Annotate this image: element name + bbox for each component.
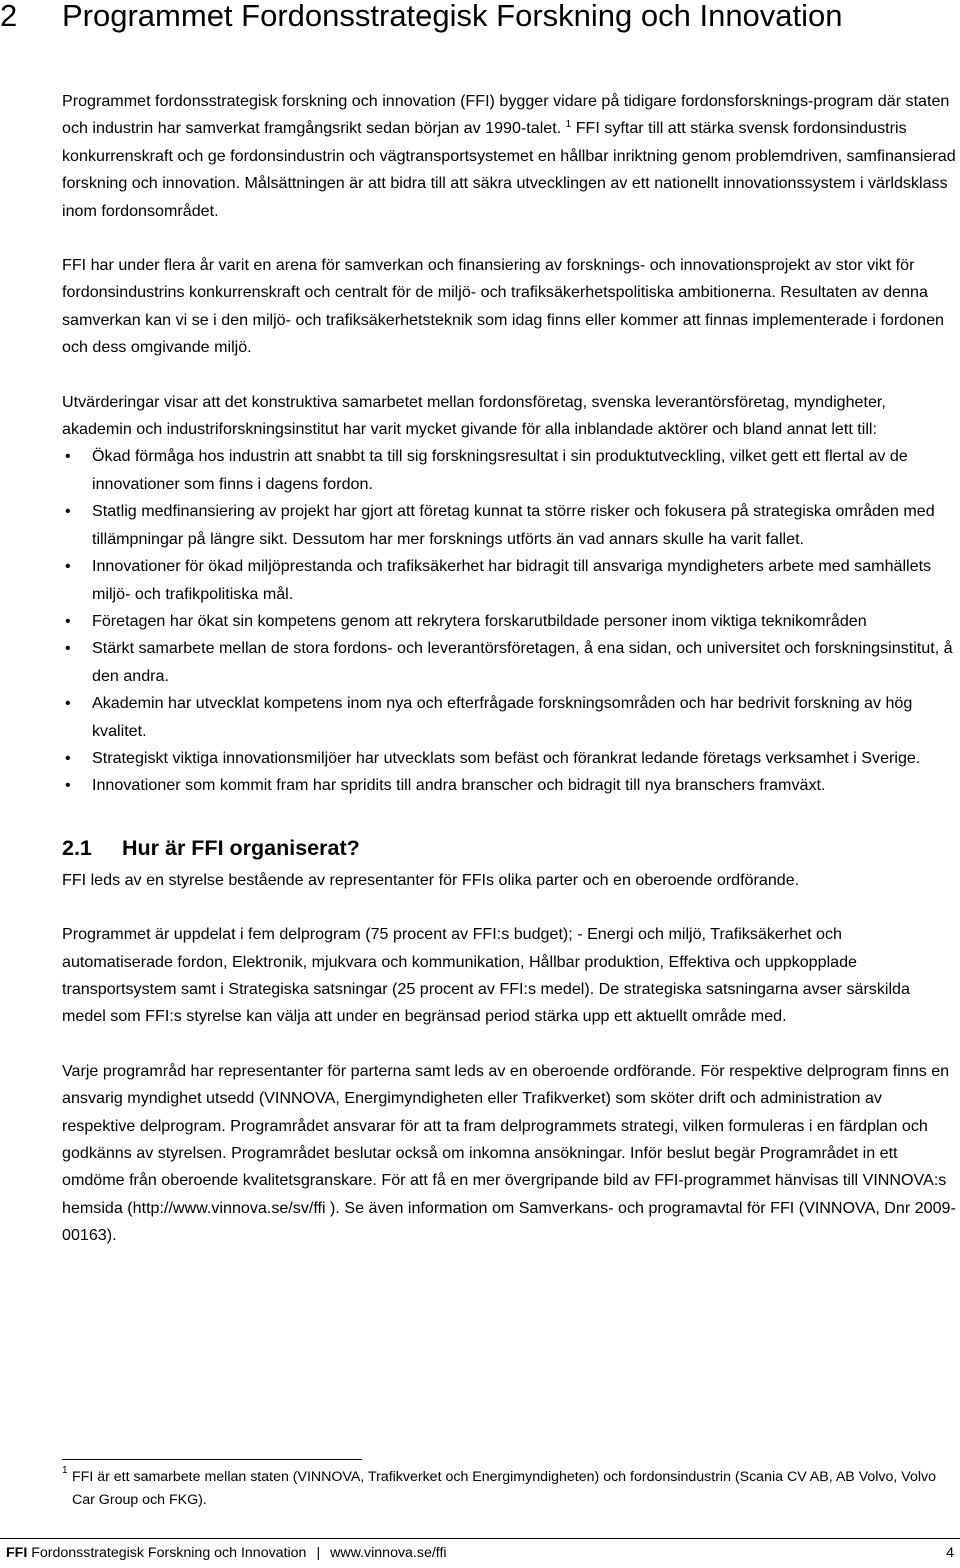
footer-separator: |	[316, 1545, 321, 1561]
intro-paragraph-1-text-a: Programmet fordonsstrategisk forskning och innovation (FFI) bygger vidare på tidigare fordonsforsknings-program där staten och industrin har samverkat framgångsrikt sedan början av 1990-talet.	[62, 92, 950, 138]
list-item	[62, 608, 957, 635]
page-number: 4	[946, 1545, 954, 1561]
section-number: 2.1	[62, 835, 92, 860]
bullet-icon: •	[65, 695, 71, 713]
main-content	[62, 88, 957, 1250]
list-item-text: Innovationer som kommit fram har spridits till andra branscher och bidragit till nya branschers framväxt.	[92, 776, 826, 795]
footnote-text: FFI är ett samarbete mellan staten (VINNOVA, Trafikverket och Energimyndigheten) och fordonsindustrin (Scania CV AB, AB Volvo, Volvo Car Group och FKG).	[72, 1469, 936, 1508]
list-item	[62, 443, 957, 498]
intro-paragraph-3: Utvärderingar visar att det konstruktiva samarbetet mellan fordonsföretag, svenska leverantörsföretag, myndigheter, akademin och industriforskningsinstitut har varit mycket givande för alla inblandade aktörer och bland annat lett till:	[62, 392, 886, 439]
section-paragraph-2: Programmet är uppdelat i fem delprogram (75 procent av FFI:s budget); - Energi och miljö, Trafiksäkerhet och automatiserade fordon, Elektronik, mjukvara och kommunikation, Hållbar produktion, Effektiva och uppkopplade transportsystem samt i Strategiska satsningar (25 procent av FFI:s medel). De strategiska satsningarna avser särskilda medel som FFI:s styrelse kan välja att under en begränsad period stärka upp ett aktuellt område med.	[62, 925, 910, 1026]
intro-paragraph-2: FFI har under flera år varit en arena för samverkan och finansiering av forsknings- och innovationsprojekt av stor vikt för fordonsindustrins konkurrenskraft och centralt för de miljö- och trafiksäkerhetspolitiska ambitionerna. Resultaten av denna samverkan kan vi se i den miljö- och trafiksäkerhetsteknik som idag finns eller kommer att finnas implementerade i fordonen och dess omgivande miljö.	[62, 256, 944, 357]
list-item-text: Ökad förmåga hos industrin att snabbt ta till sig forskningsresultat i sin produktutveckling, vilket gett ett flertal av de innovationer som finns i dagens fordon.	[92, 447, 908, 493]
outcomes-list	[62, 443, 957, 799]
bullet-icon: •	[65, 448, 71, 466]
list-item-text: Företagen har ökat sin kompetens genom att rekrytera forskarutbildade personer inom viktiga teknikområden	[92, 611, 867, 630]
footer-brand: FFI	[6, 1545, 28, 1561]
list-item	[62, 553, 957, 608]
section-title: Hur är FFI organiserat?	[122, 835, 360, 860]
footnote-divider	[62, 1459, 362, 1460]
footer-url[interactable]: www.vinnova.se/ffi	[330, 1545, 447, 1561]
list-item	[62, 635, 957, 690]
bullet-icon: •	[65, 749, 71, 767]
section-heading	[62, 833, 957, 863]
footnote-mark: 1	[62, 1465, 68, 1476]
page-footer	[6, 1542, 954, 1566]
footer-title: Fordonsstrategisk Forskning och Innovation	[27, 1545, 307, 1561]
bullet-icon: •	[65, 612, 71, 630]
footnote	[62, 1466, 952, 1512]
list-item-text: Strategiskt viktiga innovationsmiljöer har utvecklats som befäst och förankrat ledande företags verksamhet i Sverige.	[92, 748, 921, 767]
bullet-icon: •	[65, 777, 71, 795]
chapter-number: 2	[0, 0, 18, 33]
section-paragraph-1: FFI leds av en styrelse bestående av representanter för FFIs olika parter och en oberoende ordförande.	[62, 870, 800, 889]
list-item	[62, 745, 957, 772]
list-item-text: Innovationer för ökad miljöprestanda och trafiksäkerhet har bidragit till ansvariga myndigheters arbete med samhällets miljö- och trafikpolitiska mål.	[92, 557, 932, 603]
list-item	[62, 498, 957, 553]
section-paragraph-3: Varje programråd har representanter för parterna samt leds av en oberoende ordförande. För respektive delprogram finns en ansvarig myndighet utsedd (VINNOVA, Energimyndigheten eller Trafikverket) som sköter drift och administration av respektive delprogram. Programrådet ansvarar för att ta fram delprogrammets strategi, vilken formuleras i en färdplan och godkänns av styrelsen. Programrådet beslutar också om inkomna ansökningar. Inför beslut begär Programrådet in ett omdöme från oberoende kvalitetsgranskare. För att få en mer övergripande bild av FFI-programmet hänvisas till VINNOVA:s hemsida (http://www.vinnova.se/sv/ffi ). Se även information om Samverkans- och programavtal för FFI (VINNOVA, Dnr 2009-00163).	[62, 1061, 956, 1245]
bullet-icon: •	[65, 640, 71, 658]
list-item-text: Statlig medfinansiering av projekt har gjort att företag kunnat ta större risker och fokusera på strategiska områden med tillämpningar på längre sikt. Dessutom har mer forsknings utförts än vad annars skulle ha varit fallet.	[92, 502, 935, 548]
intro-paragraph-1	[62, 88, 957, 225]
bullet-icon: •	[65, 503, 71, 521]
footnote-reference[interactable]: 1	[565, 119, 572, 131]
chapter-title: Programmet Fordonsstrategisk Forskning och Innovation	[62, 0, 843, 33]
bullet-icon: •	[65, 558, 71, 576]
list-item	[62, 690, 957, 745]
list-item-text: Stärkt samarbete mellan de stora fordons- och leverantörsföretagen, å ena sidan, och universitet och forskningsinstitut, å den andra.	[92, 639, 953, 685]
list-item	[62, 772, 957, 799]
intro-paragraph-1-text-b: FFI syftar till att stärka svensk fordonsindustris konkurrenskraft och ge fordonsindustrin och vägtransportsystemet en hållbar inriktning genom problemdriven, samfinansierad forskning och innovation. Målsättningen är att bidra till att säkra utvecklingen av ett nationellt innovationssystem i världsklass inom fordonsområdet.	[62, 119, 956, 220]
list-item-text: Akademin har utvecklat kompetens inom nya och efterfrågade forskningsområden och har bedrivit forskning av hög kvalitet.	[92, 694, 913, 740]
